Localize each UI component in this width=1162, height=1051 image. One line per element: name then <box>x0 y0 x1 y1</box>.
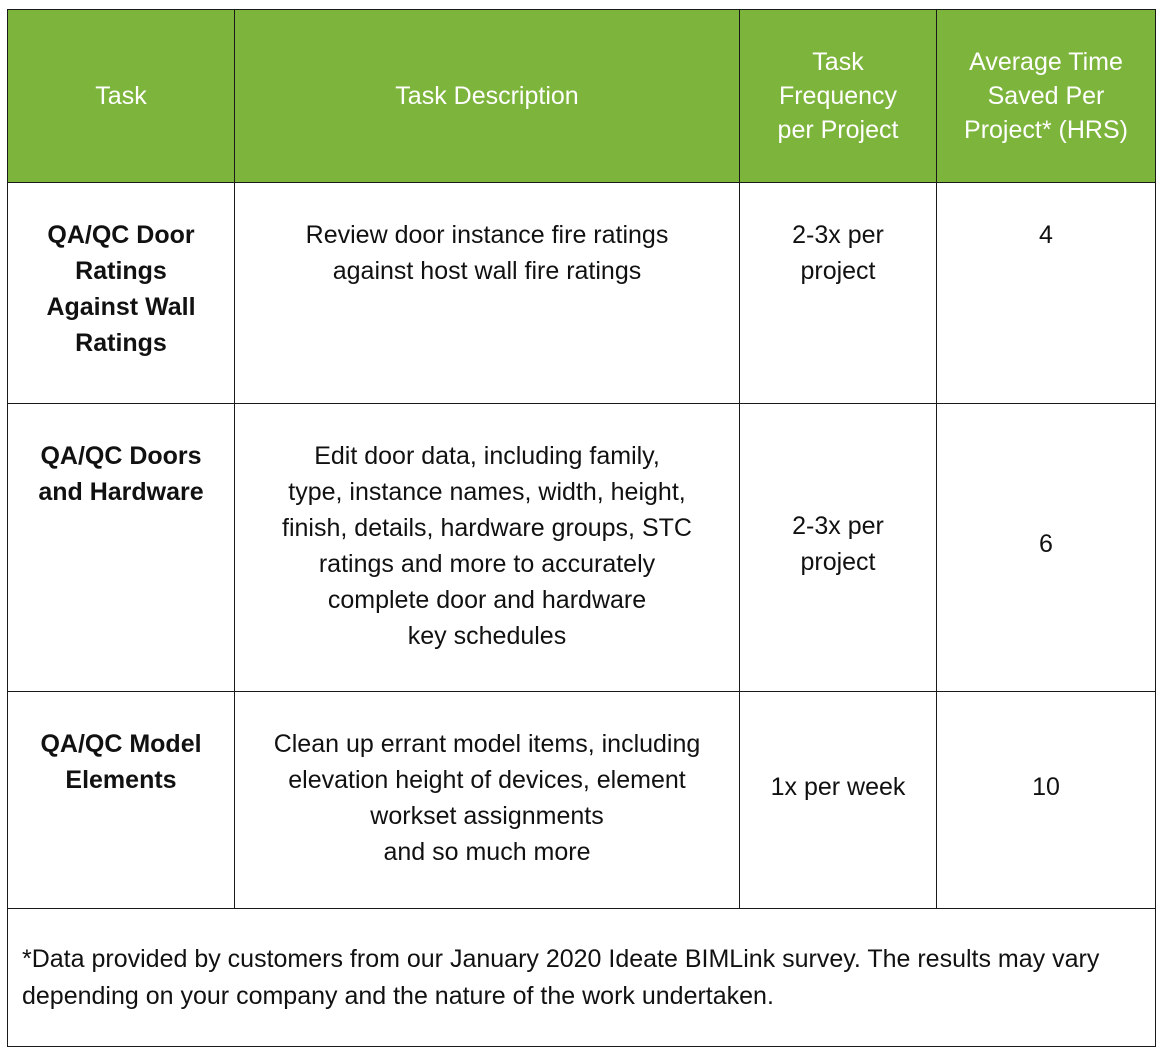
description-line: complete door and hardware <box>327 586 647 614</box>
description-line: against host wall fire ratings <box>332 257 642 285</box>
description-line: ratings and more to accurately <box>318 550 656 578</box>
task-name: QA/QC Model Elements <box>8 692 235 909</box>
table-row <box>8 183 1156 404</box>
description-line: finish, details, hardware groups, STC <box>282 514 692 542</box>
time-saved-value: 6 <box>937 404 1156 692</box>
task-savings-table <box>7 9 1156 1047</box>
description-line: Clean up errant model items, including <box>273 730 701 758</box>
header-task: Task <box>8 10 235 183</box>
description-line: and so much more <box>383 838 591 866</box>
task-description <box>235 404 740 692</box>
table-row <box>8 692 1156 909</box>
task-frequency: 2-3x per project <box>740 183 937 404</box>
description-line: Review door instance fire ratings <box>305 221 669 249</box>
footnote-row <box>8 909 1156 1047</box>
time-saved-value: 10 <box>937 692 1156 909</box>
time-saved-value: 4 <box>937 183 1156 404</box>
header-time-saved: Average Time Saved Per Project* (HRS) <box>937 10 1156 183</box>
description-line: type, instance names, width, height, <box>288 478 686 506</box>
description-line: key schedules <box>407 622 567 650</box>
footnote: *Data provided by customers from our January 2020 Ideate BIMLink survey. The results may vary depending on your company and the nature of the work undertaken. <box>8 909 1156 1047</box>
header-frequency: Task Frequency per Project <box>740 10 937 183</box>
header-row <box>8 10 1156 183</box>
description-line: Edit door data, including family, <box>314 442 660 470</box>
description-line: elevation height of devices, element <box>288 766 686 794</box>
task-name: QA/QC Doors and Hardware <box>8 404 235 692</box>
header-description: Task Description <box>235 10 740 183</box>
task-frequency: 1x per week <box>740 692 937 909</box>
task-frequency: 2-3x per project <box>740 404 937 692</box>
task-description <box>235 183 740 404</box>
task-description <box>235 692 740 909</box>
description-line: workset assignments <box>370 802 604 830</box>
task-name: QA/QC Door Ratings Against Wall Ratings <box>8 183 235 404</box>
table-row <box>8 404 1156 692</box>
